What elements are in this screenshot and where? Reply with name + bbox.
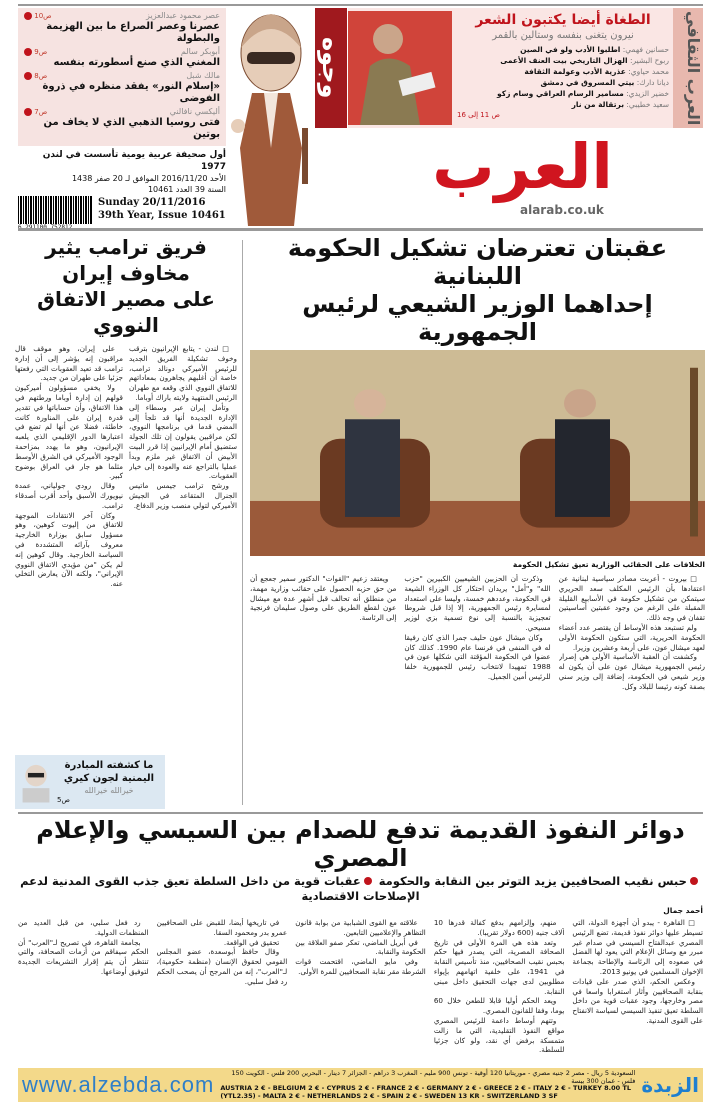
- paragraph: وتتهم أوساط داعمة للرئيس المصري مواقع النفوذ التقليدية، التي ما زالت متمسكة برفض أي نقد، ولو كان جزئيا للسلطة.: [433, 1015, 565, 1055]
- stalin-photo: [348, 11, 452, 125]
- barcode: [18, 196, 92, 224]
- lead-column: [404, 574, 550, 809]
- teaser-author: أبوبكر سالم: [180, 47, 220, 56]
- culture-item-author: سعيد خطيبي:: [626, 100, 669, 109]
- paragraph: تحقيق في الواقعة.: [223, 937, 280, 947]
- lead-column: [250, 574, 396, 809]
- opinion-teaser[interactable]: [15, 755, 165, 809]
- tagline: أول صحيفة عربية يومية تأسست في لندن 1977: [42, 150, 226, 172]
- culture-item-title: مسامير الرسام العراقي وسام زكو: [497, 89, 624, 98]
- egypt-subhead: عقبات قوية من داخل السلطة تعيق جذب القوى المدنية لدعم الإصلاحات الاقتصادية: [20, 874, 420, 903]
- caricature-image: [230, 8, 312, 228]
- aoun-hariri-photo: [250, 350, 705, 556]
- paragraph: علاقته مع القوى الشبابية من بوابة قانون التظاهر والإعلاميين التابعين.: [295, 918, 426, 937]
- lead-headline[interactable]: [250, 234, 705, 346]
- watermark-logo: الزبدة: [641, 1073, 699, 1097]
- culture-text: [457, 11, 669, 121]
- iran-headline-line1: فريق ترامب يثير مخاوف إيران: [45, 235, 207, 285]
- issue-ar: السنة 39 العدد 10461: [147, 185, 226, 194]
- website-url[interactable]: alarab.co.uk: [520, 203, 604, 217]
- page-ref: ص10: [34, 12, 52, 20]
- prices-arabic: السعودية 5 ريال - مصر 2 جنيه مصري - موريتانيا 120 أوقية - تونس 900 مليم - المغرب 3 دراهم - الجزائر 7 دينار - البحرين 200 فلس - الكويت 150 فلس - عمان 300 بيسة: [231, 1069, 636, 1085]
- english-date-row: [18, 196, 226, 224]
- faces-teasers: [18, 8, 226, 146]
- paragraph: رد فعل سلبي، من قبل العديد من المنظمات الدولية.: [18, 918, 149, 937]
- page-ref: ص7: [34, 108, 48, 116]
- paragraph: وكشفت أن العقبة الأساسية الأولى هي إصرار رئيس الجمهورية ميشال عون على أن يكون له وزير شيعي في الحكومة، إضافة إلى وزير سني بصفة كونه رئيسا للبلاد وكل.: [558, 652, 705, 691]
- paragraph: على إيران، وهو موقف قال مراقبون إنه يؤشر إلى أن إدارة ترامب قد تعيد العقوبات التي رفعتها جزئيا على طهران من جديد.: [15, 344, 123, 383]
- opinion-page: ص5: [57, 796, 70, 804]
- paragraph: وكان آخر الانتقادات الموجهة للاتفاق من إليوت كوهين، وهو مسؤول سابق بوزارة الخارجية معروف بآرائه المتشددة في السياسة الخارجية. وقال كوهين إنه لم يكن "من مؤيدي الاتفاق النووي الإيراني"، ولكنه الآن يعارض التخلي عنه.: [15, 510, 123, 589]
- price-bar: [18, 1068, 703, 1102]
- culture-title: الطغاة أيضا يكتبون الشعر: [475, 12, 651, 28]
- lead-story: [250, 234, 705, 809]
- opinion-title: ما كشفته المبادرة اليمنية لجون كيري: [63, 760, 155, 784]
- egypt-column: [295, 918, 426, 1066]
- culture-item-author: محمد حياوي:: [628, 67, 669, 76]
- paragraph: □ لندن - يتابع الإيرانيون بترقب وخوف تشكيلة الفريق الجديد للرئيس الأميركي دونالد ترامب، خاصة أن أغلبهم يجاهرون بمعاداتهم للاتفاق النووي الذي وقعه مع طهران الرئيس المنتهية ولايته باراك أوباما.: [129, 344, 237, 402]
- paragraph: وذكرت أن الحزبين الشيعيين الكبيرين "حزب الله" و"أمل" يريدان احتكار كل الوزراء الشيعة في الحكومة، وعددهم خمسة، وليسا على استعداد لمسايرة رئيس الجمهورية، إلا إذا قبل شروطا تعجيزية بالنسبة إلى نوع تسمية بزي لوزير مسيحي.: [404, 574, 551, 632]
- bullet-icon: [690, 877, 698, 885]
- teaser-title[interactable]: «إسلام النور» يفقد منظره في ذروة الفوضى: [42, 81, 220, 104]
- paragraph: في أبريل الماضي، تعكر صفو العلاقة بين الحكومة والنقابة.: [295, 937, 426, 957]
- culture-item-title: برتقالة من نار: [571, 100, 625, 109]
- teaser-author-row: [24, 107, 220, 117]
- issue-info: [18, 149, 226, 224]
- opinion-author: خيرالله خيرالله: [84, 786, 134, 795]
- lead-column: [559, 574, 705, 809]
- header-left-column: [18, 8, 226, 226]
- culture-item-author: حسانين فهمي:: [622, 45, 669, 54]
- paragraph: وقال حافظ أبوسعدة، عضو المجلس القومي لحقوق الإنسان (منظمة حكومية)، لـ"العرب"، إنه من المرجح أن يصحب الحكم رد فعل سلبي.: [156, 947, 288, 986]
- paragraph: بجامعة القاهرة، في تصريح لـ"العرب" أن الحكم سيفاقم من أزمات الصحافة، والتي تنتظر أن يتم إقرار التشريعات الجديدة لتوفيق أوضاعها.: [18, 937, 149, 976]
- paragraph: منهم، وإلزامهم بدفع كفالة قدرها 10 آلاف جنيه (600 دولار تقريبا).: [433, 918, 565, 937]
- culture-item-author: خضير الزيدي:: [626, 89, 669, 98]
- arrow-icon: [24, 12, 32, 20]
- egypt-columns: [18, 918, 703, 1066]
- culture-subtitle: نيرون يتغنى بنفسه وستالين بالقمر: [492, 30, 634, 41]
- issue-en: 39th Year, Issue 10461: [98, 210, 226, 221]
- culture-item[interactable]: [457, 99, 669, 110]
- teaser-title[interactable]: فتى روسيا الذهبي الذي لا يخاف من بوتين: [43, 117, 220, 140]
- iran-headline-line2: على مصير الاتفاق النووي: [37, 287, 215, 337]
- teaser-author-row: [24, 71, 220, 81]
- paragraph: ويعد الحكم أوليا قابلا للطعن خلال 60 يوما، وفقا للقانون المصري.: [433, 996, 565, 1016]
- bullet-icon: [364, 877, 372, 885]
- paragraph: □ القاهرة - يبدو أن أجهزة الدولة، التي تسيطر عليها دوائر نفوذ قديمة، تضع الرئيس المصري عبدالفتاح السيسي في صدام غير مبرر مع وسائل الإعلام التي يعود لها الفضل في صعوده إلى الرئاسة والإطاحة بجماعة الإخوان المسلمين في يونيو 2013.: [572, 918, 703, 976]
- culture-item-author: ديانا دارك:: [636, 78, 669, 87]
- lead-columns: [250, 574, 705, 809]
- teaser-author: عصر محمود عبدالعزيز: [146, 11, 220, 20]
- paragraph: ويعتقد زعيم "القوات" الدكتور سمير جعجع أن من حق حزبه الحصول على حقائب وزارية مهمة، من منطلق أنه تحالف قبل أشهر عدة مع ميشال عون لقطع الطريق على وصول سليمان فرنجية إلى الرئاسة.: [250, 574, 397, 623]
- egypt-column: [18, 918, 149, 1066]
- teaser-title[interactable]: عصرنا وعصر الصراع ما بين الهزيمة والبطولة: [46, 21, 220, 44]
- culture-item-title: اطلبوا الأدب ولو في الصين: [520, 45, 621, 54]
- egypt-column: [434, 918, 565, 1066]
- culture-logo: العرب الثقافي: [673, 8, 703, 128]
- paragraph: ولا يخفي مسؤولون أميركيون قولهم إن إدارة أوباما ورطتهم في هذا الاتفاق، وأن حساباتها في تقدير قدرة إيران على المناورة كانت خاطئة، فضلا عن أنها لم تضع في اعتبارها الدور الإقليمي الذي يلعبه الإيرانيون، وهو ما يهدد بمزاحمة الوجود الأميركي في الشرق الأوسط مثلما هو جار في العراق بوضوح كبير.: [15, 383, 123, 481]
- lead-headline-line2: إحداهما الوزير الشيعي لرئيس الجمهورية: [302, 290, 653, 346]
- culture-item-author: ربوح البشير:: [629, 56, 669, 65]
- prices-international: AUSTRIA 2 € - BELGIUM 2 € - CYPRUS 2 € - FRANCE 2 € - GERMANY 2 € - GREECE 2 € - ITALY 2 € - TURKEY 8.00 TL (YTL2.35) - MALTA 2 € - NETHERLANDS 2 € - SPAIN 2 € - SWEDEN 13 KR - SWITZERLAND 3 SF: [220, 1084, 632, 1100]
- teaser-page[interactable]: [24, 71, 47, 81]
- egypt-column: [572, 918, 703, 1066]
- paragraph: ولم تستبعد هذه الأوساط أن يقتصر عدد أعضاء الحكومة الحريرية، التي ستكون الحكومة الأولى لعهد ميشال عون، على أربعة وعشرين وزيرا.: [558, 622, 705, 652]
- paragraph: وعكس الحكم، الذي صدر على قيادات بنقابة الصحافيين وأثار استغرابا واسعا في مصر وخارجها، وجود عقبات قوية من داخل السلطة تعيق تنفيذ السيسي لسياسة الانفتاح على القوى المدنية.: [572, 976, 703, 1025]
- paragraph: وتأمل إيران عبر وسطاء إلى الإدارة الجديدة أنها قد تلجأ إلى المضي قدما في برنامجها النووي، لكن مراقبين يقولون إن تلك الجولة ستضيق أمام الإيرانيين إذا قرر البيت الأبيض أن الاتفاق غير ملزم وبدأ عمليا بالتراجع عنه والعودة إلى خيار العقوبات.: [129, 402, 237, 481]
- iran-columns: [15, 344, 237, 749]
- egypt-headline[interactable]: دوائر النفوذ القديمة تدفع للصدام بين السيسي والإعلام المصري: [36, 816, 685, 872]
- page-ref: ص9: [34, 48, 48, 56]
- teaser-author: مالك شبل: [186, 71, 220, 80]
- arrow-icon: [24, 48, 32, 56]
- paragraph: وقال رودي جولياني، عمدة نيويورك الأسبق وأحد أقرب أصدقاء ترامب.: [15, 481, 123, 510]
- culture-item-title: بيتي المسروق في دمشق: [540, 78, 635, 87]
- section-faces-label: وجوه: [315, 8, 347, 128]
- byline: أحمد جمال: [663, 906, 703, 915]
- arrow-icon: [24, 72, 32, 80]
- paragraph: وفي مايو الماضي، اقتحمت قوات الشرطة مقر نقابة الصحافيين للمرة الأولى.: [295, 957, 426, 976]
- egypt-story: [18, 816, 703, 1066]
- iran-headline[interactable]: [15, 234, 237, 338]
- teaser-title[interactable]: المغني الذي صنع أسطورته بنفسه: [53, 57, 220, 68]
- teaser-page[interactable]: [24, 47, 47, 57]
- prices: [220, 1070, 635, 1100]
- paragraph: وتعد هذه هي المرة الأولى في تاريخ الصحافة المصرية، التي يصدر فيها حكم بحبس نقيب الصحافيين، منذ تأسيس النقابة في 1941، على خلفية اتهامهم بإيواء مطلوبين لدى جهات التحقيق داخل مبنى النقابة.: [433, 937, 565, 996]
- photo-caption: الخلافات على الحقائب الوزارية تعيق تشكيل الحكومة: [512, 560, 705, 569]
- culture-item[interactable]: [457, 55, 669, 66]
- paragraph: □ بيروت - أعربت مصادر سياسية لبنانية عن اعتقادها بأن الرئيس المكلف سعد الحريري سيتمكن من تشكيل حكومة في الأسابيع القليلة المقبلة على الرغم من وجود عقبتين أساسيتين تقفان في وجه ذلك.: [558, 574, 705, 623]
- iran-story: [15, 234, 237, 809]
- teaser-page[interactable]: [24, 107, 47, 117]
- teaser-author: أليكسي نافالني: [169, 107, 220, 116]
- lead-headline-line1: عقبتان تعترضان تشكيل الحكومة اللبنانية: [287, 234, 668, 290]
- culture-item[interactable]: [457, 88, 669, 99]
- egypt-subhead: حبس نقيب الصحافيين يزيد التوتر بين النقابة والحكومة: [378, 874, 687, 888]
- culture-item[interactable]: [457, 66, 669, 77]
- paragraph: ورشح ترامب جيمس ماتيس الجنرال المتقاعد في الجيش الأميركي لتولي منصب وزير الدفاع.: [129, 481, 237, 510]
- arrow-icon: [24, 108, 32, 116]
- culture-supplement-box[interactable]: [348, 8, 673, 128]
- culture-item-title: عذرية الأدب وعولمة الثقافة: [524, 67, 626, 76]
- culture-item[interactable]: [457, 77, 669, 88]
- iran-column: [15, 344, 123, 749]
- teaser-author-row: [24, 11, 220, 21]
- paragraph: وكان ميشال عون حليف جمرا الذي كان رفيقا له في المنفى في فرنسا عام 1990. كذلك كان عضوا في الحكومة المؤقتة التي شكلها عون في 1988 تمهيدا لانتخاب رئيس للجمهورية خلفا للرئيس أمين الجميل.: [404, 632, 551, 681]
- culture-pages: ص 11 إلى 16: [457, 111, 500, 119]
- egypt-subheads: [18, 874, 703, 904]
- paragraph: في تاريخها أيضا، للقبض على الصحافيين عمرو بدر ومحمود السقا.: [156, 918, 288, 937]
- egypt-column: [157, 918, 288, 1066]
- iran-column: [129, 344, 237, 749]
- teaser-author-row: [24, 47, 220, 57]
- page-ref: ص8: [34, 72, 48, 80]
- newspaper-logo: العرب: [432, 130, 613, 203]
- culture-item-title: الهزال التاريخي بيت العنف الأعمى: [500, 56, 628, 65]
- teaser-page[interactable]: [24, 11, 52, 21]
- author-photo: [19, 759, 53, 803]
- date-en: Sunday 20/11/2016: [98, 197, 206, 208]
- culture-item[interactable]: [457, 44, 669, 55]
- date-ar: الأحد 2016/11/20 الموافق لـ 20 صفر 1438: [71, 174, 226, 183]
- watermark: www.alzebda.com: [22, 1072, 215, 1097]
